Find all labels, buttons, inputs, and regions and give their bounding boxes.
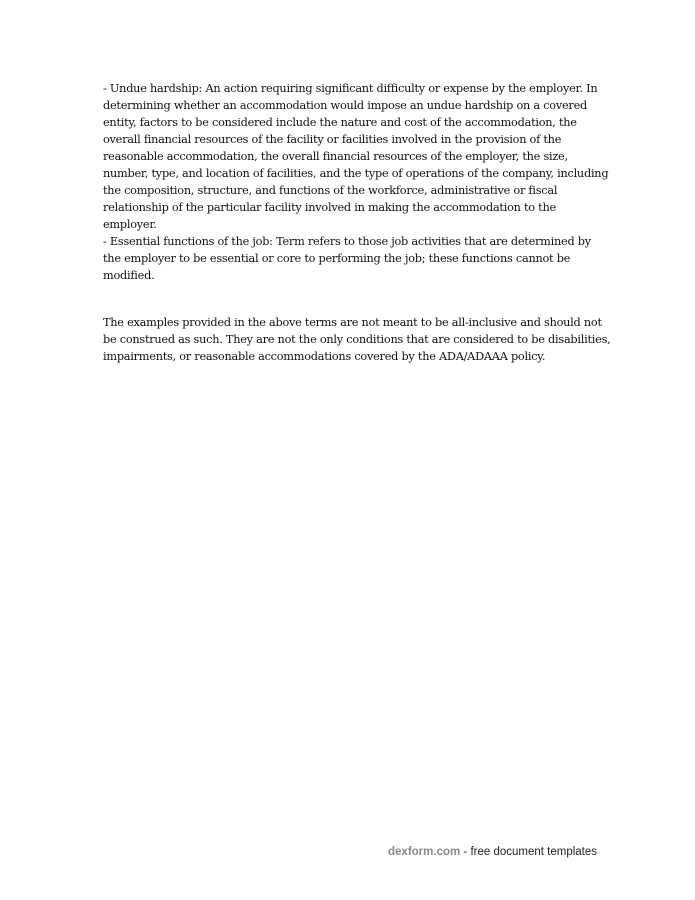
disclaimer-paragraph bbox=[103, 314, 610, 365]
text-line: employer. bbox=[103, 218, 157, 231]
text-line: determining whether an accommodation would impose an undue hardship on a covered bbox=[103, 99, 587, 112]
footer bbox=[388, 846, 597, 858]
text-line: number, type, and location of facilities, and the type of operations of the company, including bbox=[103, 167, 609, 180]
text-line: - Undue hardship: An action requiring significant difficulty or expense by the employer. In bbox=[103, 82, 598, 95]
footer-tagline: - free document templates bbox=[460, 846, 598, 858]
text-line: reasonable accommodation, the overall financial resources of the employer, the size, bbox=[103, 150, 568, 163]
text-line: the composition, structure, and functions of the workforce, administrative or fiscal bbox=[103, 184, 558, 197]
text-line: entity, factors to be considered include the nature and cost of the accommodation, the bbox=[103, 116, 577, 129]
text-line: - Essential functions of the job: Term refers to those job activities that are determined by bbox=[103, 235, 591, 248]
text-line: be construed as such. They are not the only conditions that are considered to be disabilities, bbox=[103, 333, 611, 346]
text-line: modified. bbox=[103, 269, 155, 282]
text-line: the employer to be essential or core to performing the job; these functions cannot be bbox=[103, 252, 571, 265]
text-line: impairments, or reasonable accommodations covered by the ADA/ADAAA policy. bbox=[103, 350, 546, 363]
text-line: The examples provided in the above terms are not meant to be all-inclusive and should not bbox=[103, 316, 602, 329]
text-line: overall financial resources of the facility or facilities involved in the provision of the bbox=[103, 133, 562, 146]
text-line: relationship of the particular facility involved in making the accommodation to the bbox=[103, 201, 556, 214]
definitions-paragraph bbox=[103, 80, 608, 284]
footer-brand-link[interactable]: dexform.com bbox=[388, 846, 461, 858]
